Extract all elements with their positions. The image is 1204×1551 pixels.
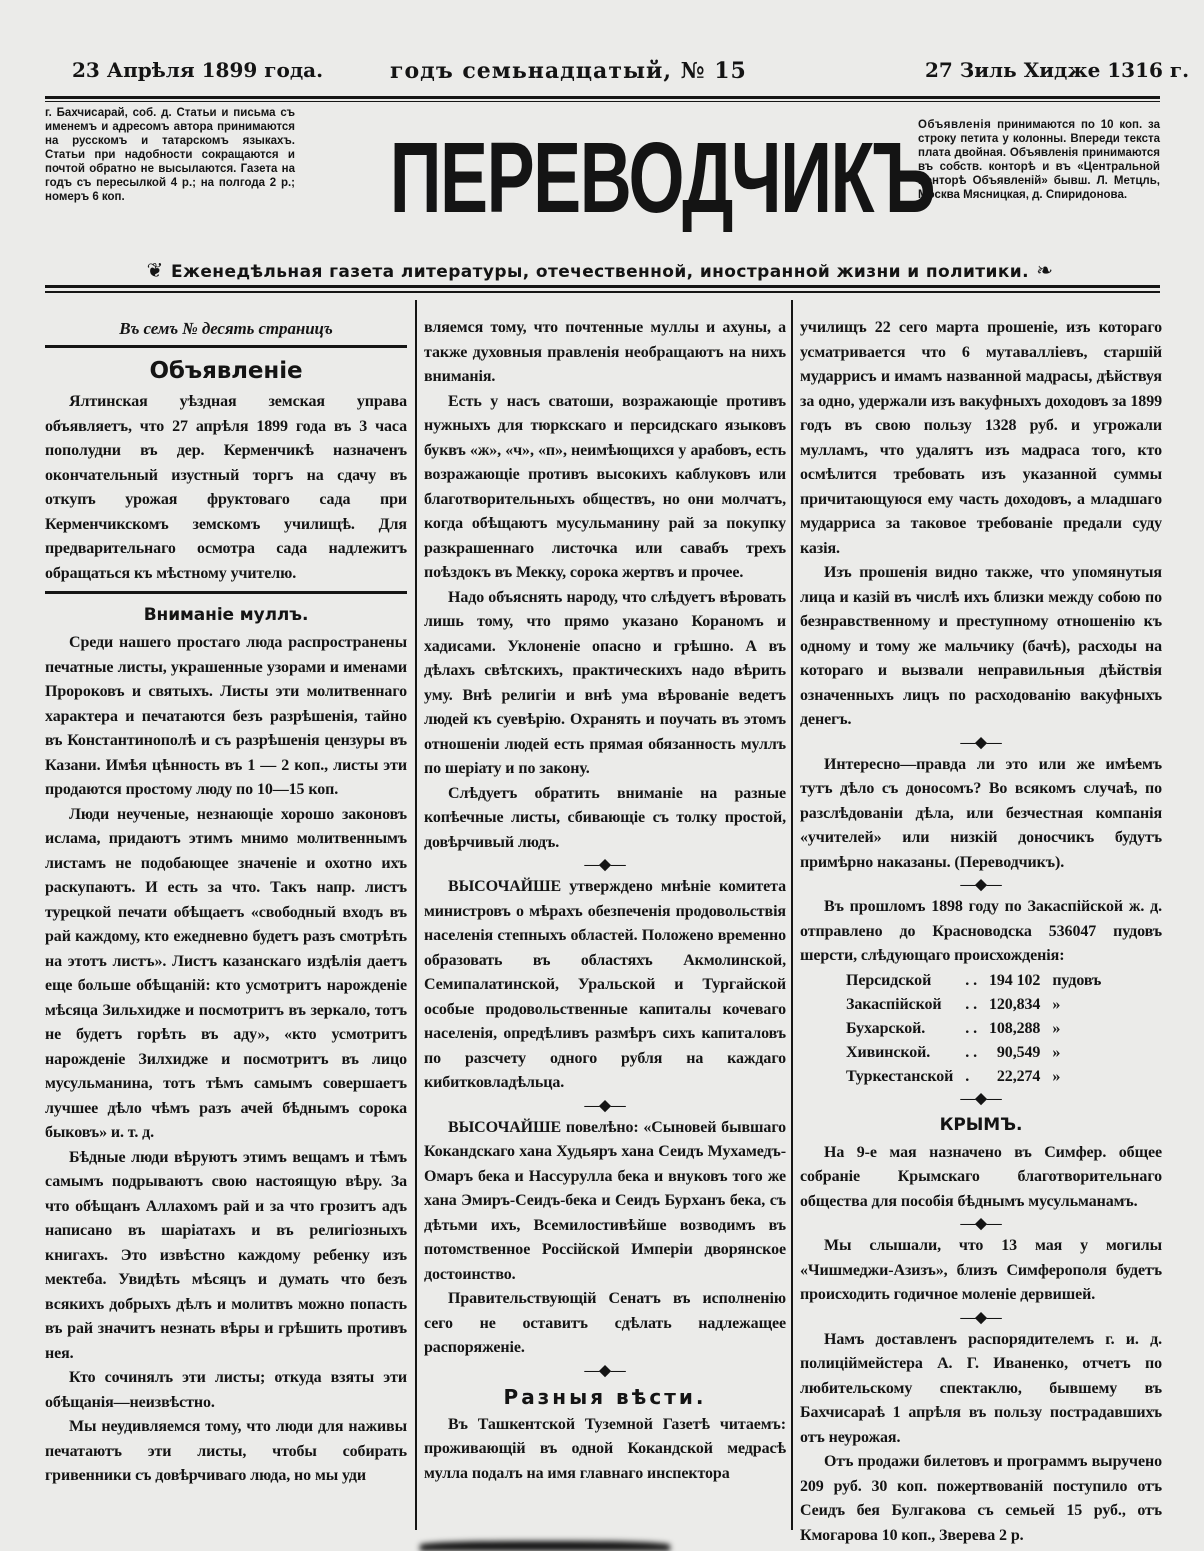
paragraph: Изъ прошенія видно также, что упомянутыя лица и казій въ числѣ ихъ близки между собою по безнравственному и преступному отношенію къ одному и тому же мальчику (бачѣ), расходы на котораго и вызвали неправильныя дѣйствія означенныхъ лицъ по расходованію вакуфныхъ денегъ. [800,564,1162,728]
issue-number: годъ семьнадцатый, № 15 [390,58,747,84]
paragraph: Правительствующій Сенатъ въ исполненію сего не оставитъ сдѣлать надлежащее распоряженіе. [424,1290,786,1356]
column-3 [800,316,1162,1548]
table-cell: Хивинской. [846,1043,931,1061]
date-hijri: 27 Зиль Хидже 1316 г. [925,58,1190,82]
table-cell: Бухарской. [846,1019,926,1037]
column-divider [415,300,417,1530]
table-row [840,969,1107,993]
table-cell: 120,834 [989,995,1041,1013]
paragraph: Въ прошломъ 1898 году по Закаспійской ж. д. отправлено до Красноводска 536047 пудовъ шерсти, слѣдующаго происхожденія: [800,898,1162,964]
ornament-divider-icon: —◆— [960,1309,1002,1326]
ornament-divider-icon: —◆— [960,734,1002,751]
column-2 [424,316,786,1486]
table-cell: 194 102 [989,971,1041,989]
paragraph: Среди нашего простаго люда распространены печатные листы, украшенные узорами и именами Пророковъ и святыхъ. Листы эти молитвеннаго характера и печатаются безъ разрѣшенія, тайно въ Константинополѣ и съ разрѣшенія цензуры въ Казани. Имѣя цѣнность въ 1 — 2 коп., листы эти продаются простому люду по 10—15 коп. [45,634,407,798]
page-count-note: Въ семъ № десять страницъ [45,316,407,348]
header-rule-thin [45,101,1160,102]
table-cell: » [1052,1043,1061,1061]
paragraph: Мы слышали, что 13 мая у могилы «Чишмеджи-Азизъ», близъ Симферополя будетъ происходить годичное моленіе дервишей. [800,1237,1162,1303]
table-row [840,1041,1107,1065]
table-cell: 108,288 [989,1019,1041,1037]
paragraph: На 9-е мая назначено въ Симфер. общее собраніе Крымскаго благотворительнаго общества для пособія бѣднымъ мусульманамъ. [800,1143,1162,1210]
newspaper-title: ПЕРЕВОДЧИКЪ [389,122,935,234]
header-rule [45,96,1160,99]
ornament-divider-icon: —◆— [960,1090,1002,1107]
table-cell: » [1052,1067,1061,1085]
paragraph: Ялтинская уѣздная земская управа объявляетъ, что 27 апрѣля 1899 года въ 3 часа пополудни въ дер. Керменчикѣ назначенъ окончательный изустный торгъ на сдачу въ откупъ урожая фруктоваго сада при Керменчикскомъ земскомъ училищѣ. Для предварительнаго осмотра сада надлежитъ обращаться къ мѣстному учителю. [45,393,407,582]
paragraph: Есть у насъ сватоши, возражающіе противъ нужныхъ для тюркскаго и персидскаго языковъ буквъ «ж», «ч», «п», неимѣющихся у арабовъ, есть возражающіе противъ высокихъ каблуковъ или благотворительныхъ обществъ, но они молчатъ, когда обѣщаютъ мусульманину рай за покупку разкрашеннаго листочка или савабъ трехъ поѣздокъ въ Мекку, сорока жертвъ и прочее. [424,392,786,581]
subtitle-text: Еженедѣльная газета литературы, отечественной, иностранной жизни и политики. [171,262,1029,282]
date-gregorian: 23 Апрѣля 1899 года. [72,58,324,82]
ornament-divider-icon: —◆— [960,1216,1002,1232]
wool-shipment-table [840,969,1107,1089]
paragraph: Слѣдуетъ обратить вниманіе на разные копѣечные листы, сбивающіе съ толку простой, довѣрчивый людъ. [424,784,786,851]
table-cell: . . [965,1043,977,1061]
advertising-info [918,118,1160,202]
paragraph-continued: училищъ 22 сего марта прошеніе, изъ котораго усматривается что 6 мутавалліевъ, старшій мударрисъ и имамъ названной мадрасы, дѣйствуя за одно, удержали изъ вакуфныхъ доходовъ за 1899 годъ въ свою пользу 1328 руб. и угрожали мулламъ, что удалятъ изъ мадраса того, кто осмѣлится требовать изъ указанной суммы причитающуюся ему часть доходовъ, а младшаго мударриса за таковое требованіе предали суду казія. [800,319,1162,557]
table-cell: » [1052,1019,1061,1037]
advertising-lead: Объявленія [918,119,992,131]
paragraph: Мы неудивляемся тому, что люди для наживы печатаютъ эти листы, чтобы собирать гривенники съ довѣрчиваго люда, но мы уди [45,1418,407,1484]
table-cell: 22,274 [996,1067,1041,1085]
section-heading: Разныя вѣсти. [503,1384,707,1409]
table-row [840,1065,1107,1089]
paragraph: Бѣдные люди вѣруютъ этимъ вещамъ и тѣмъ самымъ подрываютъ свою настоящую вѣру. За что обѣщанъ Аллахомъ рай и за что грозитъ адъ написано въ шаріатахъ и въ религіозныхъ книгахъ. Это извѣстно каждому ребенку изъ мектеба. Увидѣть мѣсяцъ и думать что безъ всякихъ добрыхъ дѣлъ и молитвъ можно попасть въ рай значитъ незнать вѣры и грѣшить противъ нея. [45,1148,407,1362]
table-cell: Туркестанской [846,1067,954,1085]
fleuron-left-icon: ❦ [146,258,172,282]
masthead-rule [45,285,1160,288]
column-1 [45,316,407,1489]
table-cell: . . [965,1019,977,1037]
paragraph: Люди неученые, незнающіе хорошо законовъ ислама, придаютъ этимъ мнимо молитвеннымъ листамъ не подобающее значеніе и охотно ихъ раскупаютъ. И есть за что. Такъ напр. листъ турецкой печати обѣщаетъ «свободный входъ въ рай каждому, кто ежедневно будетъ разъ смотрѣть на этотъ листъ». Листъ казанскаго издѣлія даетъ еще больше обѣщаній: кто усмотритъ нарожденіе мѣсяца Зильхидже и посмотритъ въ зеркало, тотъ не будетъ горѣть въ аду», «кто усмотритъ нарожденіе Зилхидже и посмотритъ въ лицо мусульманина, тотъ тѣмъ самымъ совершаетъ лучшее дѣло чѣмъ разъ ачей бѣднымъ сорока быковъ» и. т. д. [45,805,407,1141]
section-heading: Объявленіе [149,358,303,384]
table-cell: Закаспійской [846,995,942,1013]
table-cell: » [1052,995,1061,1013]
ornament-divider-icon: —◆— [960,877,1002,893]
ornament-divider-icon: —◆— [584,1362,626,1379]
table-cell: . [965,1067,970,1085]
table-row [840,993,1107,1017]
paragraph: Кто сочинялъ эти листы; откуда взяты эти обѣщанія—неизвѣстно. [45,1369,407,1411]
paragraph: Интересно—правда ли это или же имѣемъ тутъ дѣло съ доносомъ? Во всякомъ случаѣ, по разслѣдованіи дѣла, или безчестная компанія «учителей» или низкій доносчикъ будутъ примѣрно наказаны. (Переводчикъ). [800,755,1162,871]
paragraph: ВЫСОЧАЙШЕ утверждено мнѣніе комитета министровъ о мѣрахъ обезпеченія продовольствія населенія степныхъ областей. Положено временно образовать въ областяхъ Акмолинской, Семипалатинской, Уральской и Тургайской особые продовольственные капиталы кочеваго населенія, опредѣливъ размѣръ сихъ капиталовъ по разсчету одного рубля на каждаго кибитковладѣльца. [424,878,786,1091]
paragraph-continued: вляемся тому, что почтенные муллы и ахуны, а также духовныя правленія необращаютъ на нихъ вниманія. [424,319,786,385]
column-divider [791,300,793,1530]
table-cell: . . [965,971,977,989]
ornament-divider-icon: —◆— [584,857,626,873]
fleuron-right-icon: ❧ [1028,258,1054,282]
section-rule [45,591,407,594]
section-heading: Вниманіе муллъ. [143,605,309,625]
advertising-text: принимаются по 10 коп. за строку петита у колонны. Впереди текста плата двойная. Объявленія принимаются въ собств. конторѣ и въ «Центральной Конторѣ Объявленій» бывш. Л. Метцль, Москва Мясницкая, д. Спиридонова. [918,119,1160,201]
paragraph: Отъ продажи билетовъ и программъ выручено 209 руб. 30 коп. пожертвованій поступило отъ Сеидъ бея Булгакова съ семьей 15 руб., отъ Кмогарова 10 коп., Зверева 2 р. [800,1453,1162,1544]
paragraph: ВЫСОЧАЙШЕ повелѣно: «Сыновей бывшаго Кокандскаго хана Худьяръ хана Сеидъ Мухамедъ-Омаръ бека и Нассурулла бека и внуковъ того же хана Эмиръ-Сеидъ-бека и Сеидъ Бурханъ бека, съ дѣтьми ихъ, Всемилостивѣйше возводимъ въ потомственное Россійской Имперіи дворянское достоинство. [424,1118,786,1283]
section-heading: КРЫМЪ. [939,1114,1023,1135]
scan-blot [420,1541,670,1551]
table-cell: Персидской [846,971,932,989]
newspaper-subtitle [45,258,1155,282]
editorial-info: г. Бахчисарай, соб. д. Статьи и письма съ именемъ и адресомъ автора принимаются на русскомъ и татарскомъ языкахъ. Статьи при надобности сокращаются и почтой обратно не высылаются. Газета на годъ съ пересылкой 4 р.; на полгода 2 р.; номеръ 6 коп. [45,107,295,203]
table-cell: 90,549 [996,1043,1041,1061]
paragraph: Надо объяснять народу, что слѣдуетъ вѣровать лишь тому, что прямо указано Кораномъ и хадисами. Уклоненіе опасно и грѣшно. А въ дѣлахъ свѣтскихъ, практическихъ надо вѣрить уму. Внѣ религіи и внѣ ума вѣрованіе ведетъ людей къ суевѣрію. Охранять и поучать въ этомъ отношеніи людей есть прямая обязанность муллъ по шеріату и по закону. [424,588,786,777]
paragraph: Въ Ташкентской Туземной Газетѣ читаемъ: проживающій въ одной Кокандской медрасѣ мулла подалъ на имя главнаго инспектора [424,1415,786,1482]
masthead-rule-2 [45,291,1160,293]
table-cell: . . [965,995,977,1013]
paragraph: Намъ доставленъ распорядителемъ г. и. д. полиціймейстера А. Г. Иваненко, отчетъ по любительскому спектаклю, бывшему въ Бахчисараѣ 1 апрѣля въ пользу пострадавшихъ отъ неурожая. [800,1330,1162,1446]
ornament-divider-icon: —◆— [584,1097,626,1114]
table-row [840,1017,1107,1041]
table-cell: пудовъ [1052,971,1102,989]
